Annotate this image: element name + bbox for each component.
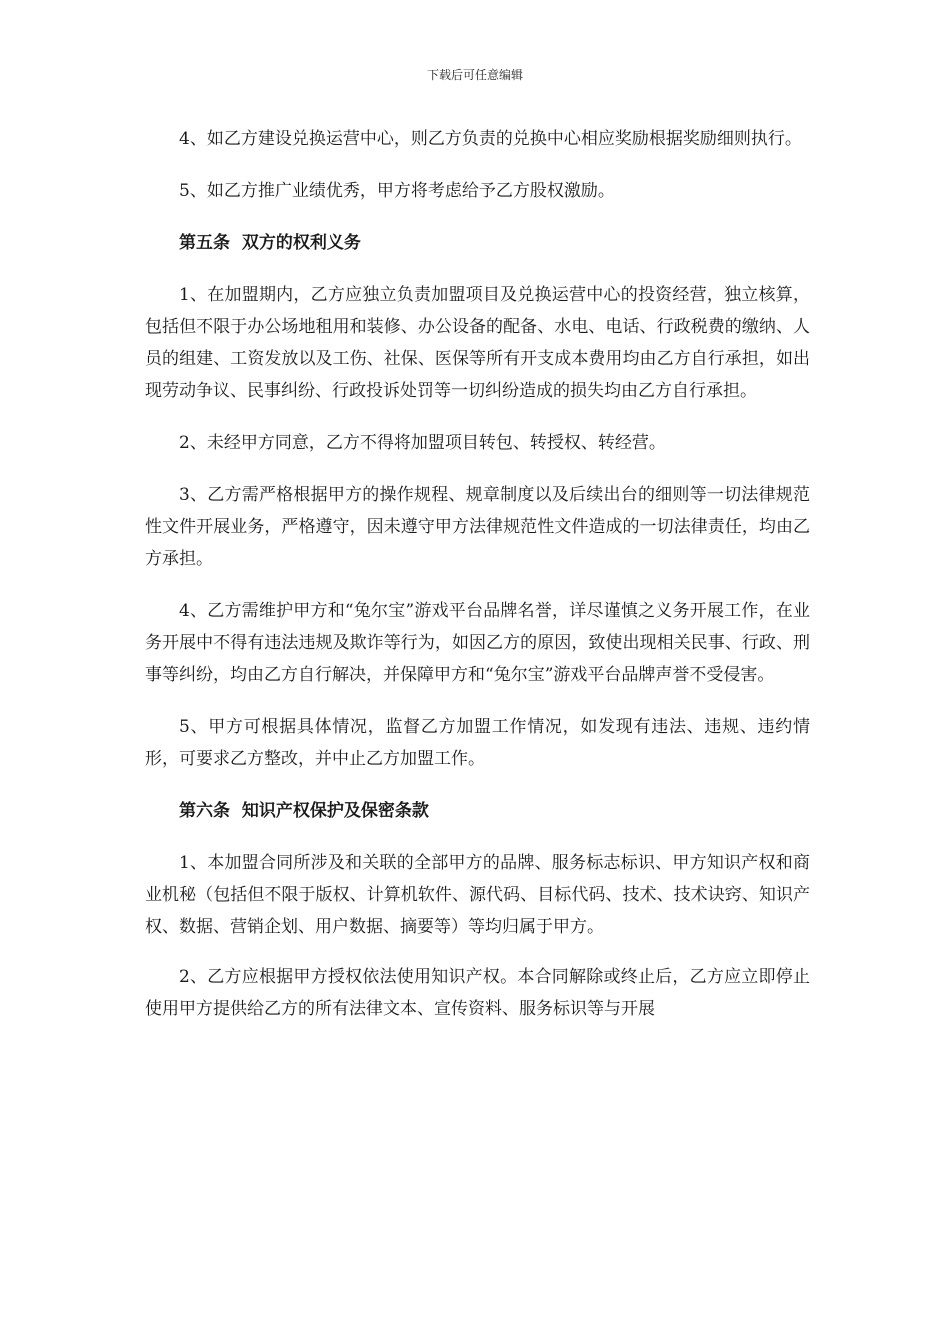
article-6-heading: 第六条 知识产权保护及保密条款 [179, 801, 429, 821]
document-body [145, 123, 810, 1045]
page-header: 下载后可任意编辑 [426, 68, 523, 82]
clause-5-5-paragraph: 5、甲方可根据具体情况，监督乙方加盟工作情况，如发现有违法、违规、违约情形，可要求乙方整改，并中止乙方加盟工作。 [145, 717, 810, 769]
clause-4-4-paragraph: 4、如乙方建设兑换运营中心，则乙方负责的兑换中心相应奖励根据奖励细则执行。 [179, 129, 802, 149]
clause-5-4-paragraph: 4、乙方需维护甲方和“兔尔宝”游戏平台品牌名誉，详尽谨慎之义务开展工作，在业务开展中不得有违法违规及欺诈等行为，如因乙方的原因，致使出现相关民事、行政、刑事等纠纷，均由乙方自行解决，并保障甲方和“兔尔宝”游戏平台品牌声誉不受侵害。 [145, 601, 810, 685]
clause-6-2-paragraph: 2、乙方应根据甲方授权依法使用知识产权。本合同解除或终止后，乙方应立即停止使用甲方提供给乙方的所有法律文本、宣传资料、服务标识等与开展 [145, 967, 810, 1019]
clause-5-3-paragraph: 3、乙方需严格根据甲方的操作规程、规章制度以及后续出台的细则等一切法律规范性文件开展业务，严格遵守，因未遵守甲方法律规范性文件造成的一切法律责任，均由乙方承担。 [145, 485, 810, 569]
clause-5-1-paragraph: 1、在加盟期内，乙方应独立负责加盟项目及兑换运营中心的投资经营，独立核算，包括但不限于办公场地租用和装修、办公设备的配备、水电、电话、行政税费的缴纳、人员的组建、工资发放以及工伤、社保、医保等所有开支成本费用均由乙方自行承担，如出现劳动争议、民事纠纷、行政投诉处罚等一切纠纷造成的损失均由乙方自行承担。 [145, 285, 810, 401]
clause-6-1-paragraph: 1、本加盟合同所涉及和关联的全部甲方的品牌、服务标志标识、甲方知识产权和商业机秘（包括但不限于版权、计算机软件、源代码、目标代码、技术、技术诀窍、知识产权、数据、营销企划、用户数据、摘要等）等均归属于甲方。 [145, 853, 810, 937]
article-5-heading: 第五条 双方的权利义务 [179, 233, 361, 253]
clause-4-5-paragraph: 5、如乙方推广业绩优秀，甲方将考虑给予乙方股权激励。 [179, 181, 615, 201]
clause-5-2-paragraph: 2、未经甲方同意，乙方不得将加盟项目转包、转授权、转经营。 [179, 433, 666, 453]
